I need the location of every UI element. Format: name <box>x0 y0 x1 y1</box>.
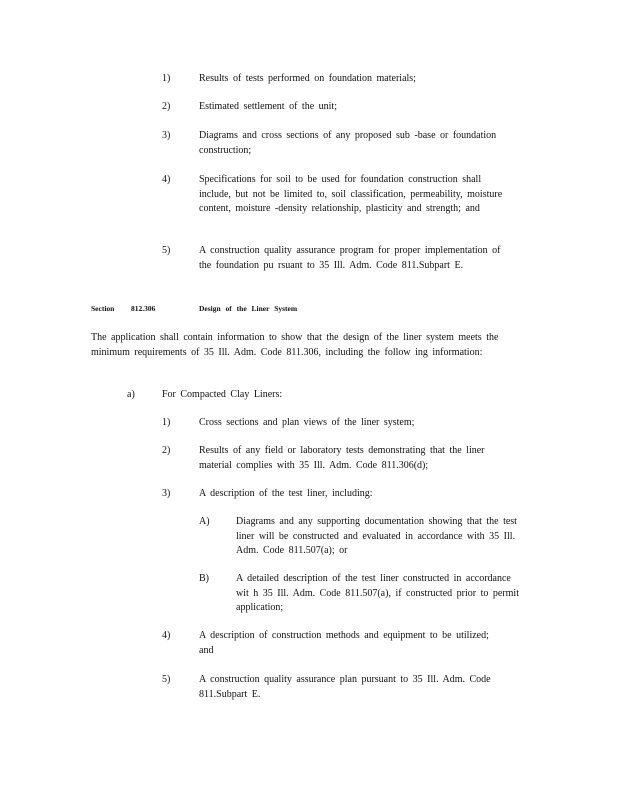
nested-item-text: A detailed description of the test liner constructed in accordance wit h 35 Ill. Adm. Code 811.507(a), if constructed prior to permit application; <box>236 573 519 613</box>
list-number: 4) <box>162 630 171 641</box>
list-item-text: Cross sections and plan views of the liner system; <box>199 417 415 428</box>
section-label: Section <box>91 304 115 313</box>
list-number: 1) <box>162 417 171 428</box>
list-item-text: A description of construction methods and equipment to be utilized; and <box>199 630 489 656</box>
section-number: 812.306 <box>131 304 156 313</box>
list-item-text: A construction quality assurance program for proper implementation of the foundation pu rsuant to 35 Ill. Adm. Code 811.Subpart E. <box>199 245 501 271</box>
list-number: 2) <box>162 445 171 456</box>
intro-paragraph: The application shall contain information to show that the design of the liner system meets the minimum requirements of 35 Ill. Adm. Code 811.306, including the follow ing information: <box>91 332 499 358</box>
section-title: Design of the Liner System <box>199 304 298 313</box>
list-number: 3) <box>162 488 171 499</box>
nested-letter: B) <box>199 573 209 584</box>
subsection-letter: a) <box>127 389 135 400</box>
list-number: 5) <box>162 674 171 685</box>
nested-letter: A) <box>199 516 210 527</box>
list-number: 4) <box>162 174 171 185</box>
nested-item-text: Diagrams and any supporting documentation showing that the test liner will be constructed and evaluated in accordance with 35 Ill. Adm. Code 811.507(a); or <box>236 516 517 556</box>
list-number: 5) <box>162 245 171 256</box>
list-number: 3) <box>162 130 171 141</box>
subsection-title: For Compacted Clay Liners: <box>162 389 283 400</box>
list-number: 1) <box>162 73 171 84</box>
list-item-text: A description of the test liner, including: <box>199 488 373 499</box>
list-item-text: Estimated settlement of the unit; <box>199 101 337 112</box>
list-item-text: Results of tests performed on foundation materials; <box>199 73 416 84</box>
list-item-text: Results of any field or laboratory tests demonstrating that the liner material complies with 35 Ill. Adm. Code 811.306(d); <box>199 445 485 471</box>
list-number: 2) <box>162 101 171 112</box>
list-item-text: A construction quality assurance plan pursuant to 35 Ill. Adm. Code 811.Subpart E. <box>199 674 491 700</box>
list-item-text: Specifications for soil to be used for foundation construction shall include, but not be limited to, soil classification, permeability, moisture content, moisture -density relationship, plasticity and strength; and <box>199 174 503 214</box>
list-item-text: Diagrams and cross sections of any proposed sub -base or foundation construction; <box>199 130 497 156</box>
